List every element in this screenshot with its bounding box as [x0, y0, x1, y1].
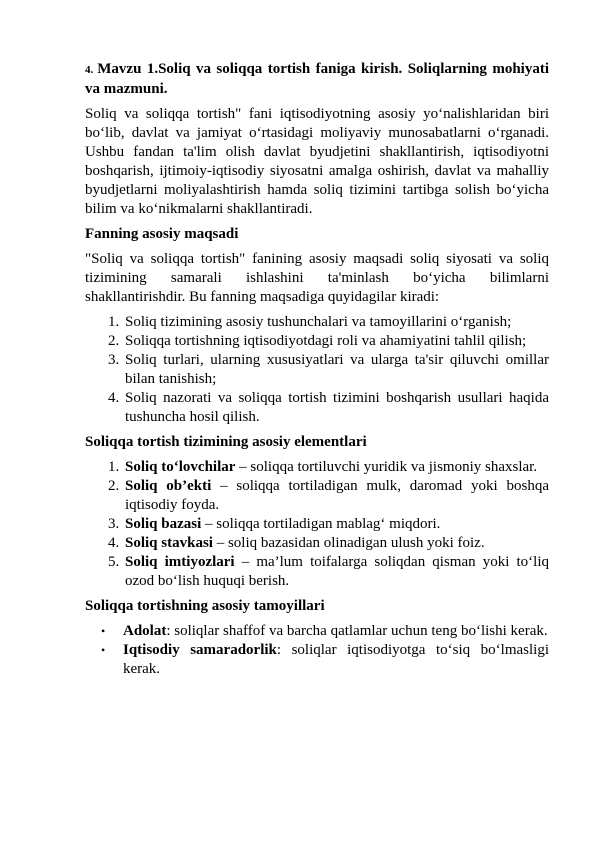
- list-item: [101, 641, 549, 679]
- list-item: [123, 477, 549, 515]
- item-desc: – ma’lum toifalarga soliqdan qisman yoki to‘liq ozod bo‘lish huquqi berish.: [125, 554, 549, 589]
- list-item: [123, 553, 549, 591]
- list-item: [123, 534, 549, 553]
- section-heading-principles: Soliqqa tortishning asosiy tamoyillari: [85, 598, 325, 614]
- item-desc: – soliqqa tortiluvchi yuridik va jismoniy shaxslar.: [235, 459, 538, 475]
- goal-list: [85, 313, 549, 427]
- list-item: [123, 515, 549, 534]
- title-text: Mavzu 1.Soliq va soliqqa tortish faniga kirish. Soliqlarning mohiyati va mazmuni.: [85, 61, 549, 97]
- item-term: Adolat: [123, 623, 167, 639]
- item-term: Iqtisodiy samaradorlik: [123, 642, 277, 658]
- item-desc: – soliqqa tortiladigan mulk, daromad yoki boshqa iqtisodiy foyda.: [125, 478, 549, 513]
- item-term: Soliq bazasi: [125, 516, 202, 532]
- list-item: [123, 458, 549, 477]
- item-term: Soliq ob’ekti: [125, 478, 212, 494]
- item-term: Soliq to‘lovchilar: [125, 459, 236, 475]
- bullet-icon: •: [101, 643, 106, 657]
- item-desc: – soliqqa tortiladigan mablag‘ miqdori.: [201, 516, 441, 532]
- item-desc: – soliq bazasidan olinadigan ulush yoki foiz.: [212, 535, 485, 551]
- item-desc: : soliqlar shaffof va barcha qatlamlar uchun teng bo‘lishi kerak.: [166, 623, 548, 639]
- elements-list: [85, 458, 549, 591]
- item-desc: : soliqlar iqtisodiyotga to‘siq bo‘lmasligi kerak.: [123, 642, 549, 677]
- bullet-icon: •: [101, 624, 106, 638]
- page-title: [85, 60, 549, 99]
- list-item: 4. Soliq nazorati va soliqqa tortish tizimini boshqarish usullari haqida tushuncha hosil qilish.: [123, 389, 549, 427]
- list-item: 1. Soliq tizimining asosiy tushunchalari va tamoyillarini o‘rganish;: [123, 313, 549, 332]
- title-number: 4.: [85, 64, 94, 76]
- list-item: 3. Soliq turlari, ularning xususiyatlari va ularga ta'sir qiluvchi omillar bilan tanishish;: [123, 351, 549, 389]
- item-term: Soliq stavkasi: [125, 535, 213, 551]
- section-heading-goal: Fanning asosiy maqsadi: [85, 226, 239, 242]
- list-item: 2. Soliqqa tortishning iqtisodiyotdagi roli va ahamiyatini tahlil qilish;: [123, 332, 549, 351]
- principles-list: [85, 622, 549, 679]
- item-term: Soliq imtiyozlari: [125, 554, 235, 570]
- intro-paragraph: Soliq va soliqqa tortish" fani iqtisodiyotning asosiy yo‘nalishlaridan biri bo‘lib, davlat va jamiyat o‘rtasidagi moliyaviy munosabatlarni o‘rganadi. Ushbu fandan ta'lim olish davlat byudjetini shakllantirish, iqtisodiyotni boshqarish, ijtimoiy-iqtisodiy siyosatni amalga oshirish, davlat va mahalliy byudjetlarni moliyalashtirish hamda soliq tizimini tartibga solish bo‘yicha bilim va ko‘nikmalarni shakllantiradi.: [85, 106, 549, 217]
- list-item: [101, 622, 549, 641]
- goal-paragraph: "Soliq va soliqqa tortish" fanining asosiy maqsadi soliq siyosati va soliq tizimining samarali ishlashini ta'minlash bo‘yicha bilimlarni shakllantirishdir. Bu fanning maqsadiga quyidagilar kiradi:: [85, 251, 549, 305]
- section-heading-elements: Soliqqa tortish tizimining asosiy elementlari: [85, 434, 367, 450]
